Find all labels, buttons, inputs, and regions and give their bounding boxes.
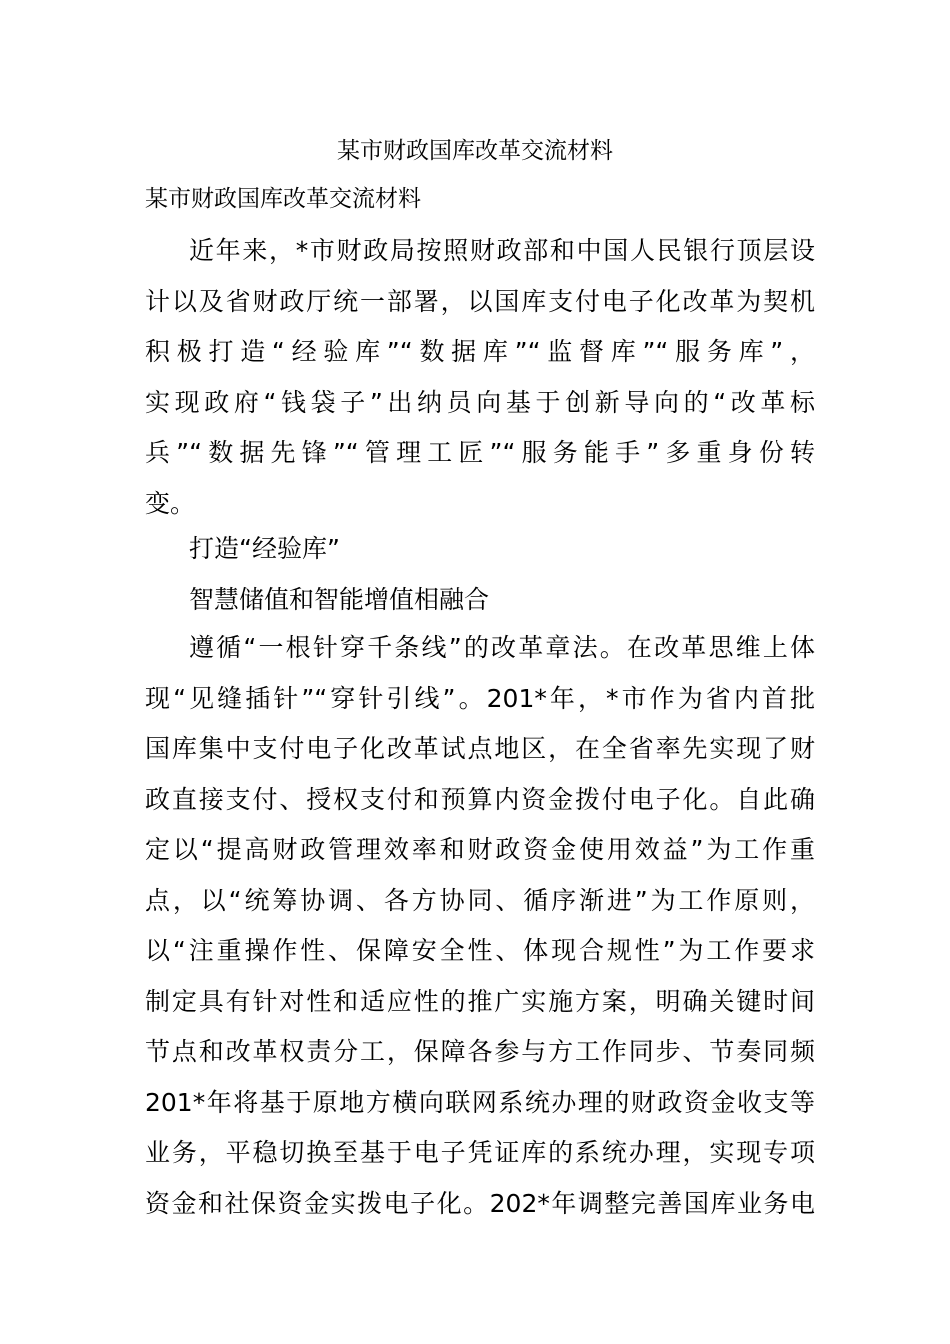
text-line: 近年来，*市财政局按照财政部和中国人民银行顶层设 [189, 236, 815, 265]
document-title: 某市财政国库改革交流材料 [337, 138, 613, 164]
section-headings [145, 524, 815, 625]
intro-paragraph [145, 226, 815, 529]
document-subtitle: 某市财政国库改革交流材料 [145, 186, 421, 212]
body-paragraph [145, 623, 815, 1229]
text-line: 201*年将基于原地方横向联网系统办理的财政资金收支等 [145, 1087, 815, 1117]
text-line: 定以“提高财政管理效率和财政资金使用效益”为工作重 [145, 835, 815, 864]
text-line: 业务，平稳切换至基于电子凭证库的系统办理，实现专项 [145, 1138, 815, 1167]
text-line: 现“见缝插针”“穿针引线”。201*年，*市作为省内首批 [145, 683, 815, 713]
section-heading: 打造“经验库” [189, 534, 340, 563]
text-line: 节点和改革权责分工，保障各参与方工作同步、节奏同频 [145, 1037, 815, 1066]
text-line: 资金和社保资金实拨电子化。202*年调整完善国库业务电 [145, 1188, 815, 1218]
text-line: 兵”“数据先锋”“管理工匠”“服务能手”多重身份转 [145, 438, 815, 467]
text-line: 计以及省财政厅统一部署，以国库支付电子化改革为契机 [145, 286, 815, 316]
text-line: 以“注重操作性、保障安全性、体现合规性”为工作要求 [145, 936, 815, 965]
text-line: 遵循“一根针穿千条线”的改革章法。在改革思维上体 [189, 633, 815, 662]
text-line: 制定具有针对性和适应性的推广实施方案，明确关键时间 [145, 986, 815, 1016]
text-line: 点，以“统筹协调、各方协同、循序渐进”为工作原则， [145, 885, 815, 915]
text-line: 政直接支付、授权支付和预算内资金拨付电子化。自此确 [145, 784, 815, 814]
text-line: 变。 [145, 488, 196, 518]
text-line: 国库集中支付电子化改革试点地区，在全省率先实现了财 [145, 734, 815, 763]
text-line: 实现政府“钱袋子”出纳员向基于创新导向的“改革标 [145, 387, 815, 417]
section-subheading: 智慧储值和智能增值相融合 [189, 584, 490, 614]
text-line: 积极打造“经验库”“数据库”“监督库”“服务库”， [145, 337, 815, 366]
